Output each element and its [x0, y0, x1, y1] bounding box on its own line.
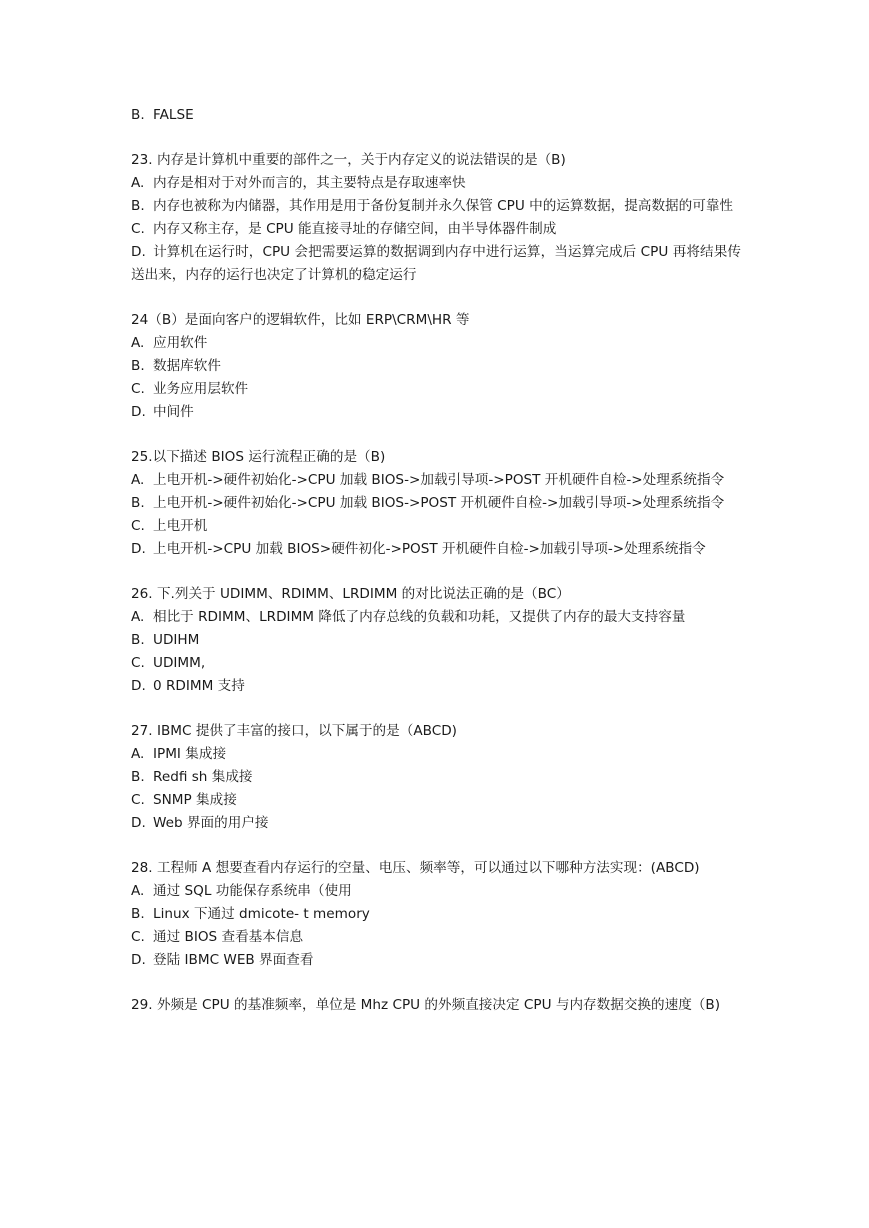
option-letter: A.: [131, 609, 145, 625]
option-letter: D.: [131, 541, 146, 557]
option-letter: D.: [131, 244, 146, 260]
option-line: [131, 515, 741, 538]
option-line: [131, 629, 741, 652]
option-text: Linux 下通过 dmicote- t memory: [153, 906, 370, 922]
option-line: [131, 743, 741, 766]
option-line: [131, 606, 741, 629]
option-text: 通过 BIOS 查看基本信息: [153, 929, 304, 945]
option-letter: D.: [131, 678, 146, 694]
option-line: [131, 355, 741, 378]
option-line: [131, 926, 741, 949]
option-text: 内存是相对于对外而言的，其主要特点是存取速率快: [153, 175, 466, 191]
option-letter: A.: [131, 335, 145, 351]
option-line: [131, 880, 741, 903]
option-letter: B.: [131, 107, 145, 123]
option-letter: A.: [131, 883, 145, 899]
question-block: [131, 309, 741, 424]
question-block: [131, 149, 741, 287]
option-letter: C.: [131, 518, 145, 534]
option-text: 计算机在运行时，CPU 会把需要运算的数据调到内存中进行运算，当运算完成后 CPU 再将结果传送出来，内存的运行也决定了计算机的稳定运行: [131, 244, 741, 283]
option-line: [131, 789, 741, 812]
option-line: [131, 104, 741, 127]
question-stem: 24（B）是面向客户的逻辑软件，比如 ERP\CRM\HR 等: [131, 312, 470, 328]
option-line: [131, 378, 741, 401]
option-line: [131, 675, 741, 698]
question-list: [131, 149, 741, 1017]
option-line: [131, 241, 741, 287]
option-letter: B.: [131, 769, 145, 785]
option-letter: A.: [131, 472, 145, 488]
option-line: [131, 652, 741, 675]
option-text: IPMI 集成接: [153, 746, 227, 762]
option-text: 上电开机: [153, 518, 208, 534]
option-text: 业务应用层软件: [153, 381, 249, 397]
previous-question-tail: [131, 104, 741, 127]
question-block: [131, 446, 741, 561]
question-block: [131, 583, 741, 698]
option-text: 相比于 RDIMM、LRDIMM 降低了内存总线的负载和功耗，又提供了内存的最大支持容量: [153, 609, 686, 625]
option-letter: C.: [131, 221, 145, 237]
option-letter: B.: [131, 632, 145, 648]
option-text: 内存又称主存，是 CPU 能直接寻址的存储空间，由半导体器件制成: [153, 221, 557, 237]
option-text: UDIMM,: [153, 655, 206, 671]
option-line: [131, 195, 741, 218]
option-letter: B.: [131, 198, 145, 214]
option-text: 数据库软件: [153, 358, 221, 374]
question-block: [131, 857, 741, 972]
option-line: [131, 538, 741, 561]
option-line: [131, 172, 741, 195]
option-letter: B.: [131, 906, 145, 922]
option-letter: D.: [131, 815, 146, 831]
option-line: [131, 766, 741, 789]
question-block: [131, 720, 741, 835]
option-letter: D.: [131, 952, 146, 968]
question-stem: 23. 内存是计算机中重要的部件之一，关于内存定义的说法错误的是（B): [131, 152, 566, 168]
option-text: FALSE: [153, 107, 194, 123]
option-letter: D.: [131, 404, 146, 420]
option-text: 中间件: [153, 404, 194, 420]
option-letter: C.: [131, 792, 145, 808]
question-stem: 25.以下描述 BIOS 运行流程正确的是（B): [131, 449, 386, 465]
option-text: Web 界面的用户接: [153, 815, 269, 831]
option-line: [131, 903, 741, 926]
option-line: [131, 492, 741, 515]
option-letter: A.: [131, 175, 145, 191]
option-text: 通过 SQL 功能保存系统串（使用: [153, 883, 352, 899]
option-line: [131, 401, 741, 424]
option-text: 上电开机->硬件初始化->CPU 加载 BIOS->POST 开机硬件自检->加载引导项->处理系统指令: [153, 495, 725, 511]
option-letter: B.: [131, 358, 145, 374]
question-block: [131, 994, 741, 1017]
option-text: 上电开机->CPU 加载 BIOS>硬件初化->POST 开机硬件自检->加载引导项->处理系统指令: [153, 541, 706, 557]
option-line: [131, 218, 741, 241]
option-text: 上电开机->硬件初始化->CPU 加载 BIOS->加载引导项->POST 开机硬件自检->处理系统指令: [153, 472, 725, 488]
option-text: SNMP 集成接: [153, 792, 237, 808]
option-letter: C.: [131, 655, 145, 671]
question-stem: 28. 工程师 A 想要查看内存运行的空量、电压、频率等，可以通过以下哪种方法实现：(ABCD): [131, 860, 700, 876]
question-stem: 29. 外频是 CPU 的基准频率，单位是 Mhz CPU 的外频直接决定 CPU 与内存数据交换的速度（B): [131, 997, 721, 1013]
option-letter: C.: [131, 381, 145, 397]
option-line: [131, 949, 741, 972]
option-line: [131, 332, 741, 355]
option-text: 应用软件: [153, 335, 208, 351]
document-page: [131, 104, 741, 1039]
option-letter: A.: [131, 746, 145, 762]
option-line: [131, 469, 741, 492]
option-line: [131, 812, 741, 835]
option-text: UDIHM: [153, 632, 200, 648]
option-letter: C.: [131, 929, 145, 945]
option-text: 登陆 IBMC WEB 界面查看: [153, 952, 314, 968]
option-text: 内存也被称为内储器，其作用是用于备份复制并永久保管 CPU 中的运算数据，提高数据的可靠性: [153, 198, 734, 214]
option-text: Redfi sh 集成接: [153, 769, 253, 785]
option-letter: B.: [131, 495, 145, 511]
question-stem: 26. 下.列关于 UDIMM、RDIMM、LRDIMM 的对比说法正确的是（BC）: [131, 586, 570, 602]
option-text: 0 RDIMM 支持: [153, 678, 245, 694]
question-stem: 27. IBMC 提供了丰富的接口，以下属于的是（ABCD): [131, 723, 457, 739]
